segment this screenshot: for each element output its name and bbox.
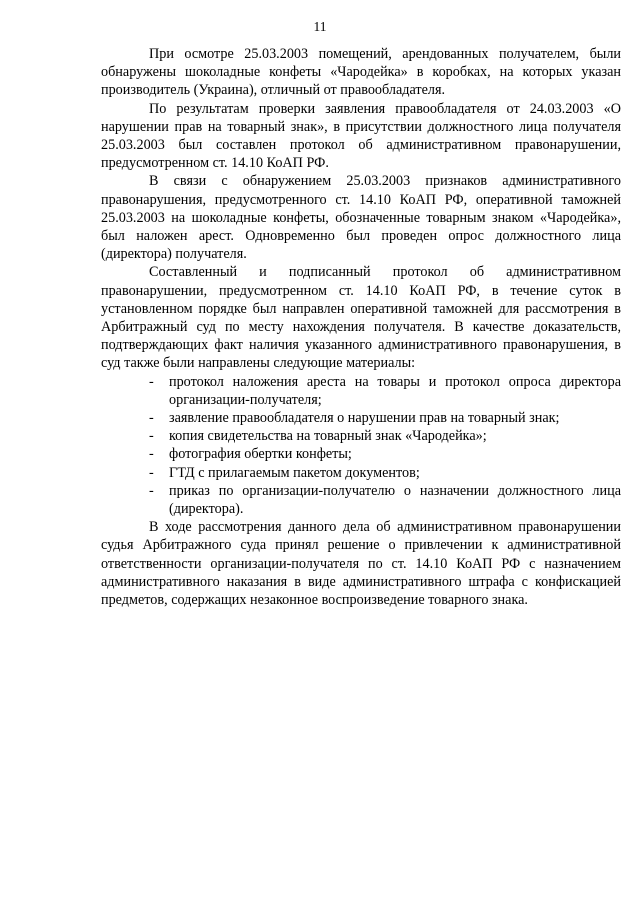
list-item xyxy=(149,373,621,409)
list-dash: - xyxy=(149,464,154,481)
paragraph-court-decision: В ходе рассмотрения данного дела об административном правонарушении судья Арбитражного суда принял решение о привлечении к административной ответственности организации-получателя по ст. 14.10 КоАП РФ с назначением административного наказания в виде административного штрафа с конфискацией предметов, содержащих незаконное воспроизведение товарного знака. xyxy=(101,519,621,609)
list-dash: - xyxy=(149,428,154,445)
list-item xyxy=(149,409,621,427)
list-dash: - xyxy=(149,410,154,427)
list-item xyxy=(149,464,621,482)
list-item-text: фотография обертки конфеты; xyxy=(169,446,352,463)
document-body xyxy=(101,45,621,609)
list-dash: - xyxy=(149,446,154,463)
page-number: 11 xyxy=(313,19,327,34)
paragraph-arrest: В связи с обнаружением 25.03.2003 признаков административного правонарушения, предусмотренного ст. 14.10 КоАП РФ, оперативной таможней 25.03.2003 на шоколадные конфеты, обозначенные товарным знаком «Чародейка», был наложен арест. Одновременно был проведен опрос должностного лица (директора) получателя. xyxy=(101,173,621,263)
list-item xyxy=(149,427,621,445)
list-item-text: копия свидетельства на товарный знак «Чародейка»; xyxy=(169,428,487,445)
list-dash: - xyxy=(149,373,154,390)
paragraph-protocol: По результатам проверки заявления правообладателя от 24.03.2003 «О нарушении прав на товарный знак», в присутствии должностного лица получателя 25.03.2003 был составлен протокол об административном правонарушении, предусмотренном ст. 14.10 КоАП РФ. xyxy=(101,100,621,172)
materials-list xyxy=(101,373,621,519)
list-item xyxy=(149,482,621,518)
list-item-text: заявление правообладателя о нарушении прав на товарный знак; xyxy=(169,410,560,427)
paragraph-inspection: При осмотре 25.03.2003 помещений, арендованных получателем, были обнаружены шоколадные конфеты «Чародейка» в коробках, на которых указан производитель (Украина), отличный от правообладателя. xyxy=(101,46,621,99)
list-item-text: ГТД с прилагаемым пакетом документов; xyxy=(169,464,420,481)
list-dash: - xyxy=(149,482,154,499)
paragraph-court-referral: Составленный и подписанный протокол об административном правонарушении, предусмотренном ст. 14.10 КоАП РФ, в течение суток в установленном порядке был направлен оперативной таможней для рассмотрения в Арбитражный суд по месту нахождения получателя. В качестве доказательств, подтверждающих факт наличия указанного административного правонарушения, в суд также были направлены следующие материалы: xyxy=(101,264,621,372)
list-item-text: приказ по организации-получателю о назначении должностного лица (директора). xyxy=(169,482,621,518)
list-item-text: протокол наложения ареста на товары и протокол опроса директора организации-получателя; xyxy=(169,373,621,408)
list-item xyxy=(149,445,621,463)
